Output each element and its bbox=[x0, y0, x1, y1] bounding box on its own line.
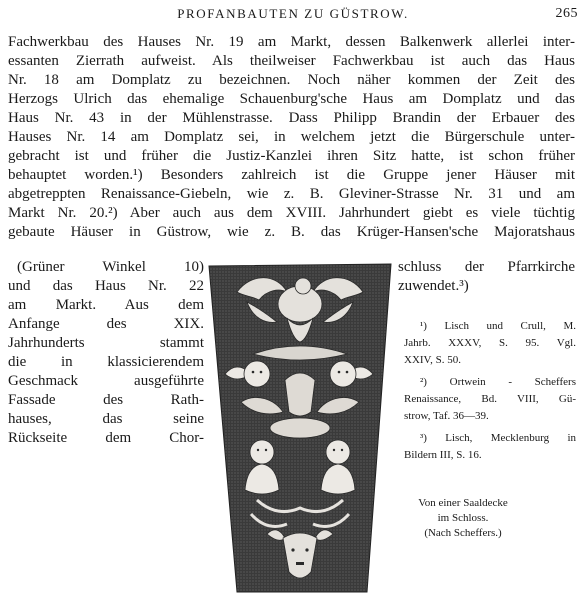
running-header bbox=[8, 6, 578, 26]
body-line: Herzogs Ulrich das ehemalige Schauenburg'sche Haus am Domplatz und das bbox=[8, 91, 575, 107]
body-line: essanten Zierrath aufweist. Als theilweiser Fachwerkbau ist auch das Haus bbox=[8, 53, 575, 69]
left-column-line: (Grüner Winkel 10) bbox=[17, 259, 204, 275]
figure-caption-line: (Nach Scheffers.) bbox=[424, 527, 502, 539]
body-line: Nr. 18 am Domplatz zu bezeichnen. Noch näher kommen der Zeit des bbox=[8, 72, 575, 88]
left-column-line: hauses, das seine bbox=[8, 411, 204, 427]
left-column-line: Anfange des XIX. bbox=[8, 316, 204, 332]
left-column-line: Rückseite dem Chor- bbox=[8, 430, 204, 446]
figure-caption-line: Von einer Saaldecke bbox=[418, 497, 508, 509]
footnote-3-line: Bildern III, S. 16. bbox=[404, 449, 482, 461]
body-line: gebaute Häuser in Güstrow, wie z. B. das Krüger-Hansen'sche Majoratshaus bbox=[8, 224, 575, 240]
footnote-2-line: Renaissance, Bd. VIII, Gü- bbox=[404, 393, 576, 405]
footnote-2-line: ²) Ortwein - Scheffers bbox=[420, 376, 576, 388]
left-column-line: Fassade des Rath- bbox=[8, 392, 204, 408]
right-column-line: schluss der Pfarrkirche bbox=[398, 259, 575, 275]
left-column-line: und das Haus Nr. 22 bbox=[8, 278, 204, 294]
body-line: gebracht ist und früher die Justiz-Kanzlei ihren Sitz hatte, ist schon früher bbox=[8, 148, 575, 164]
page-number: 265 bbox=[555, 6, 578, 21]
footnote-1-line: Jahrb. XXXV, S. 95. Vgl. bbox=[404, 337, 576, 349]
left-column-line: am Markt. Aus dem bbox=[8, 297, 204, 313]
body-line: behauptet worden.¹) Besonders zahlreich ist die Gruppe jener Häuser mit bbox=[8, 167, 575, 183]
footnote-3-line: ³) Lisch, Mecklenburg in bbox=[420, 432, 576, 444]
right-column-line: zuwendet.³) bbox=[398, 278, 469, 294]
left-column-line: Geschmack ausgeführte bbox=[8, 373, 204, 389]
figure-caption-line: im Schloss. bbox=[437, 512, 489, 524]
body-line: Fachwerkbau des Hauses Nr. 19 am Markt, dessen Balkenwerk allerlei inter- bbox=[8, 34, 575, 50]
carved-ceiling-panel-illustration bbox=[207, 262, 393, 594]
body-line: Haus Nr. 43 in der Mühlenstrasse. Dass Philipp Brandin der Erbauer des bbox=[8, 110, 575, 126]
left-column-line: Jahrhunderts stammt bbox=[8, 335, 204, 351]
left-column-line: die in klassicierendem bbox=[8, 354, 204, 370]
footnote-2-line: strow, Taf. 36—39. bbox=[404, 410, 489, 422]
body-line: abgetreppten Renaissance-Giebeln, wie z. B. Gleviner-Strasse Nr. 31 und am bbox=[8, 186, 575, 202]
running-title: PROFANBAUTEN ZU GÜSTROW. bbox=[177, 6, 409, 21]
footnote-1-line: ¹) Lisch und Crull, M. bbox=[420, 320, 576, 332]
body-line: Hauses Nr. 14 am Domplatz sei, in welchem jetzt die Bürgerschule unter- bbox=[8, 129, 575, 145]
body-line: Markt Nr. 20.²) Aber auch aus dem XVIII. Jahrhundert giebt es viele tüchtig bbox=[8, 205, 575, 221]
footnote-1-line: XXIV, S. 50. bbox=[404, 354, 461, 366]
